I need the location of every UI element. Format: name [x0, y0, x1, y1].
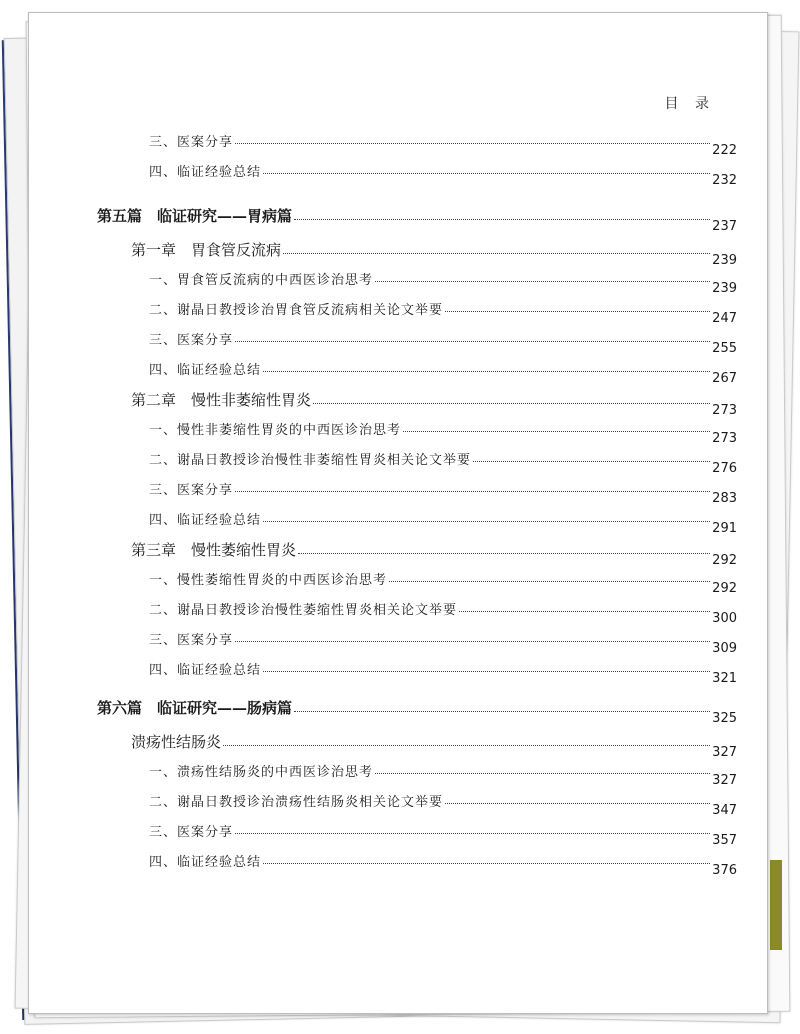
dot-leader	[445, 803, 710, 804]
dot-leader	[473, 461, 710, 462]
dot-leader	[389, 581, 710, 582]
toc-entry-section	[149, 509, 737, 536]
toc-entry-section	[149, 269, 737, 296]
toc-entry-page: 273	[712, 431, 737, 446]
toc-entry-title: 一、慢性非萎缩性胃炎的中西医诊治思考	[149, 423, 402, 438]
dot-leader	[263, 671, 710, 672]
running-head: 目 录	[664, 96, 715, 112]
dot-leader	[263, 521, 710, 522]
toc-entry-page: 222	[712, 143, 737, 158]
toc-entry-section	[149, 761, 737, 788]
dot-leader	[298, 553, 710, 554]
toc-entry-title: 一、溃疡性结肠炎的中西医诊治思考	[149, 765, 374, 780]
toc-entry-title: 三、医案分享	[149, 633, 234, 648]
toc-entry-title: 二、谢晶日教授诊治慢性非萎缩性胃炎相关论文举要	[149, 453, 472, 468]
toc-entry-section	[149, 299, 737, 326]
toc-entry-chapter	[131, 239, 737, 268]
toc-entry-title: 四、临证经验总结	[149, 663, 262, 678]
toc-entry-page: 347	[712, 803, 737, 818]
toc-entry-title: 三、医案分享	[149, 825, 234, 840]
toc-entry-title: 第三章 慢性萎缩性胃炎	[131, 541, 297, 559]
toc-entry-section	[149, 329, 737, 356]
dot-leader	[283, 253, 710, 254]
toc-entry-chapter	[131, 731, 737, 760]
toc-entry-page: 255	[712, 341, 737, 356]
toc-entry-page: 267	[712, 371, 737, 386]
toc-entry-title: 四、临证经验总结	[149, 513, 262, 528]
toc-entry-section	[149, 131, 737, 158]
toc-entry-chapter	[131, 539, 737, 568]
toc-entry-title: 第五篇 临证研究——胃病篇	[97, 207, 293, 225]
dot-leader	[294, 219, 710, 220]
dot-leader	[459, 611, 710, 612]
toc-entry-title: 溃疡性结肠炎	[131, 733, 222, 751]
toc-entry-page: 239	[712, 281, 737, 296]
toc-entry-title: 四、临证经验总结	[149, 855, 262, 870]
dot-leader	[313, 403, 710, 404]
toc-entry-page: 237	[712, 219, 737, 234]
toc-entry-page: 239	[712, 253, 737, 268]
toc-entry-section	[149, 599, 737, 626]
dot-leader	[294, 711, 710, 712]
toc-entry-title: 四、临证经验总结	[149, 363, 262, 378]
dot-leader	[235, 833, 710, 834]
toc-entry-chapter	[131, 389, 737, 418]
dot-leader	[235, 341, 710, 342]
toc-page	[28, 12, 768, 1014]
dot-leader	[263, 863, 710, 864]
toc-entry-page: 321	[712, 671, 737, 686]
toc-entry-title: 三、医案分享	[149, 483, 234, 498]
book-cover-edge	[770, 860, 782, 950]
dot-leader	[235, 641, 710, 642]
toc-entry-title: 第二章 慢性非萎缩性胃炎	[131, 391, 312, 409]
toc-entry-section	[149, 629, 737, 656]
toc-entry-title: 一、慢性萎缩性胃炎的中西医诊治思考	[149, 573, 388, 588]
toc-entry-title: 二、谢晶日教授诊治慢性萎缩性胃炎相关论文举要	[149, 603, 458, 618]
dot-leader	[223, 745, 710, 746]
toc-entry-page: 276	[712, 461, 737, 476]
toc-entry-title: 第六篇 临证研究——肠病篇	[97, 699, 293, 717]
toc-entry-section	[149, 359, 737, 386]
toc-entry-title: 二、谢晶日教授诊治溃疡性结肠炎相关论文举要	[149, 795, 444, 810]
toc-entry-page: 357	[712, 833, 737, 848]
toc-entry-page: 292	[712, 581, 737, 596]
toc-entry-page: 309	[712, 641, 737, 656]
toc-entry-section	[149, 419, 737, 446]
toc-entry-part	[97, 697, 737, 726]
toc-entry-title: 第一章 胃食管反流病	[131, 241, 282, 259]
toc-entry-section	[149, 569, 737, 596]
toc-entry-title: 一、胃食管反流病的中西医诊治思考	[149, 273, 374, 288]
dot-leader	[375, 773, 710, 774]
toc-entry-part	[97, 205, 737, 234]
toc-entry-page: 232	[712, 173, 737, 188]
toc-entry-title: 二、谢晶日教授诊治胃食管反流病相关论文举要	[149, 303, 444, 318]
toc-entry-page: 247	[712, 311, 737, 326]
toc-entry-page: 292	[712, 553, 737, 568]
toc-entry-title: 三、医案分享	[149, 135, 234, 150]
dot-leader	[403, 431, 710, 432]
dot-leader	[375, 281, 710, 282]
toc-entry-page: 300	[712, 611, 737, 626]
toc-entry-section	[149, 479, 737, 506]
toc-entry-page: 273	[712, 403, 737, 418]
dot-leader	[263, 371, 710, 372]
dot-leader	[263, 173, 710, 174]
toc-entry-page: 376	[712, 863, 737, 878]
toc-entry-section	[149, 161, 737, 188]
toc-entry-section	[149, 821, 737, 848]
toc-entry-section	[149, 449, 737, 476]
toc-entry-page: 327	[712, 745, 737, 760]
toc-entry-page: 327	[712, 773, 737, 788]
toc-entry-page: 325	[712, 711, 737, 726]
toc-entry-page: 291	[712, 521, 737, 536]
dot-leader	[235, 491, 710, 492]
toc-entry-page: 283	[712, 491, 737, 506]
toc-entry-title: 四、临证经验总结	[149, 165, 262, 180]
toc-entry-section	[149, 791, 737, 818]
dot-leader	[235, 143, 710, 144]
toc-entry-section	[149, 659, 737, 686]
toc-entry-title: 三、医案分享	[149, 333, 234, 348]
dot-leader	[445, 311, 710, 312]
toc-entry-section	[149, 851, 737, 878]
